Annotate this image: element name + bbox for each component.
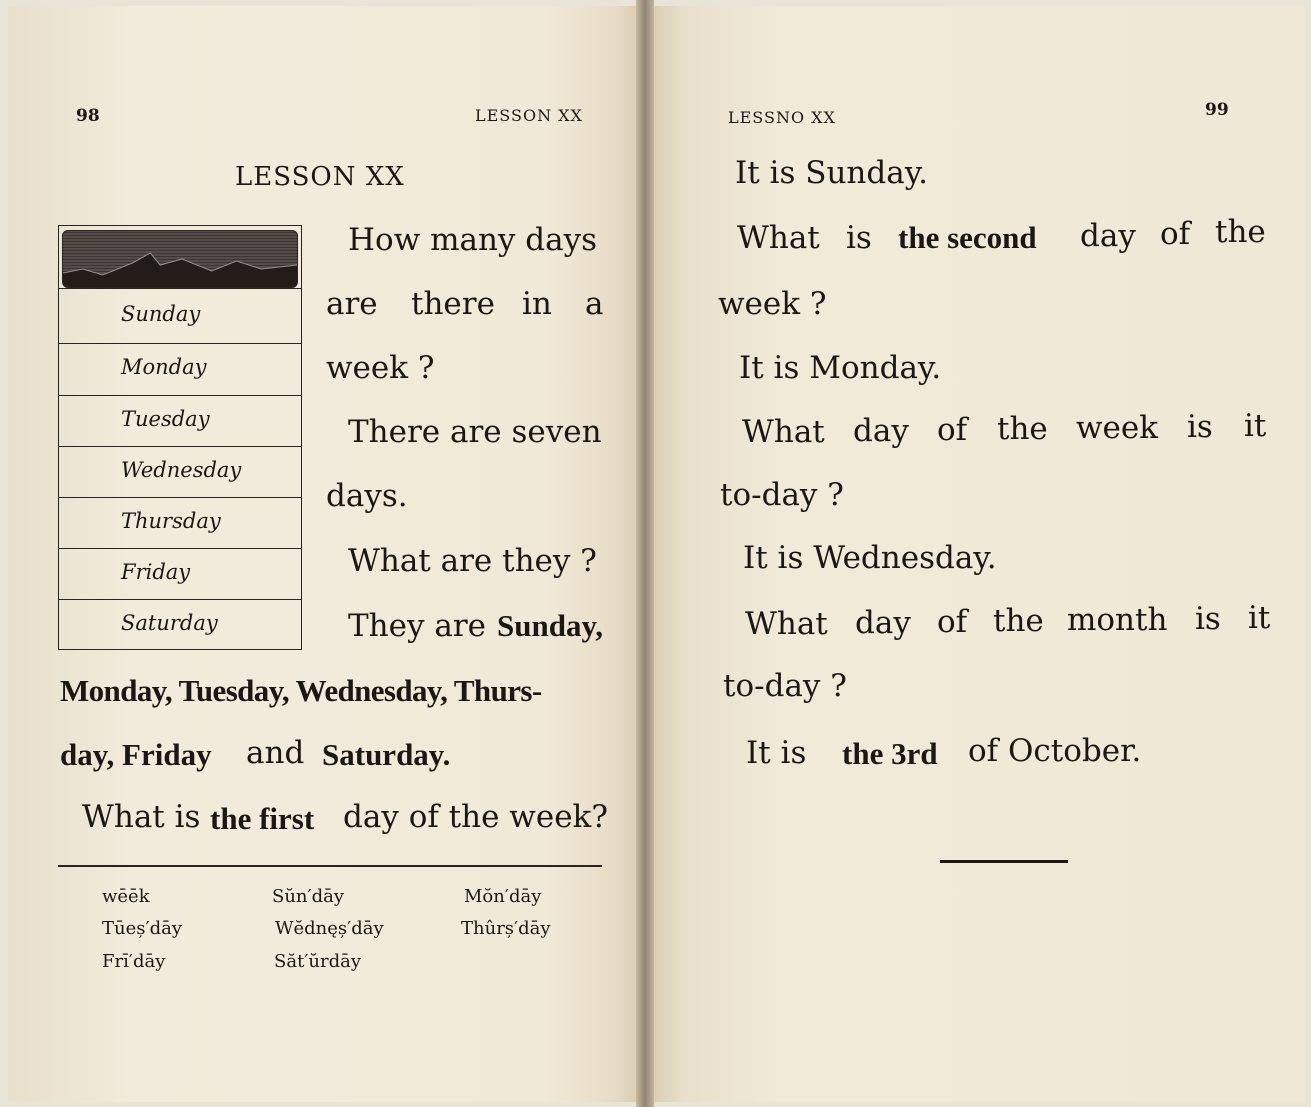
text-word: day: [1080, 218, 1136, 254]
text-line: week ?: [326, 350, 435, 386]
calendar-illustration: [58, 225, 302, 650]
text-line: How many days: [348, 222, 598, 258]
text-emphasis: Sunday,: [497, 608, 604, 643]
text-word: it: [1244, 408, 1267, 444]
page-number-right: 99: [1205, 100, 1229, 120]
text-word: of: [1160, 216, 1191, 252]
divider-rule: [58, 865, 602, 867]
text-word: is: [1187, 409, 1213, 445]
text-words: of October.: [968, 733, 1142, 769]
text-emphasis-line: Monday, Tuesday, Wednesday, Thurs-: [60, 673, 542, 708]
text-word: of: [937, 604, 968, 640]
vocab-word: Wĕdnęș′dāy: [275, 918, 384, 939]
calendar-row: [59, 599, 301, 651]
text-words: day of the week?: [343, 799, 608, 835]
text-word: day: [853, 413, 909, 449]
text-line: It is Monday.: [739, 350, 942, 386]
text-emphasis: day, Friday: [60, 737, 212, 772]
text-line: week ?: [718, 286, 827, 322]
text-word: day: [855, 605, 911, 641]
text-words: It is: [746, 735, 807, 771]
text-line: days.: [326, 478, 408, 514]
page-number-left: 98: [76, 106, 100, 126]
calendar-row: [59, 548, 301, 600]
text-emphasis: the 3rd: [842, 736, 938, 771]
calendar-row: [59, 343, 301, 395]
calendar-day: Thursday: [121, 509, 221, 533]
calendar-day: Sunday: [121, 302, 201, 326]
vocab-word: wēēk: [102, 886, 150, 907]
vocab-word: Frī′dāy: [102, 951, 166, 972]
text-word: of: [937, 412, 968, 448]
text-word: month: [1067, 602, 1168, 638]
text-word: the: [1215, 214, 1266, 250]
text-word: are: [326, 286, 378, 322]
text-line: There are seven: [348, 414, 602, 450]
lesson-title: LESSON XX: [235, 162, 405, 192]
text-emphasis: the first: [210, 801, 315, 836]
calendar-day: Monday: [121, 355, 207, 379]
text-word: What: [737, 220, 820, 256]
text-words: What is: [82, 799, 201, 835]
text-word: in: [522, 286, 552, 322]
end-rule: [940, 860, 1068, 863]
vocab-word: Thûrș′dāy: [461, 918, 551, 939]
vocab-word: Mŏn′dāy: [464, 886, 542, 907]
vocab-word: Săt′ŭrdāy: [274, 951, 362, 972]
calendar-row: [59, 497, 301, 549]
vocab-word: Tūeș′dāy: [102, 918, 182, 939]
calendar-day: Wednesday: [121, 458, 242, 482]
book-gutter: [636, 0, 654, 1107]
text-line: to-day ?: [723, 668, 847, 704]
calendar-row: [59, 395, 301, 447]
text-line: What are they ?: [348, 543, 597, 579]
text-emphasis: Saturday.: [322, 737, 451, 772]
text-line: It is Wednesday.: [743, 540, 997, 576]
text-word: the: [993, 603, 1044, 639]
text-emphasis: the second: [898, 220, 1037, 255]
text-word: and: [246, 735, 305, 771]
calendar-row: [59, 288, 301, 346]
text-line: to-day ?: [720, 477, 844, 513]
text-line: It is Sunday.: [735, 155, 928, 191]
text-word: What: [742, 414, 825, 450]
calendar-day: Saturday: [121, 611, 218, 635]
calendar-day: Friday: [121, 560, 191, 584]
text-word: is: [846, 220, 872, 256]
vocab-word: Sŭn′dāy: [272, 886, 345, 907]
text-word: a: [585, 286, 604, 322]
text-word: week: [1076, 410, 1159, 446]
text-word: is: [1195, 601, 1221, 637]
landscape-engraving: [62, 230, 298, 288]
text-word: What: [745, 606, 828, 642]
text-word: the: [997, 411, 1048, 447]
text-word: it: [1248, 600, 1271, 636]
running-head-left: LESSON XX: [475, 106, 583, 125]
calendar-day: Tuesday: [121, 407, 210, 431]
text-word: there: [411, 286, 495, 322]
running-head-right: LESSNO XX: [728, 108, 836, 127]
text-words: They are: [348, 608, 487, 644]
calendar-row: [59, 446, 301, 498]
